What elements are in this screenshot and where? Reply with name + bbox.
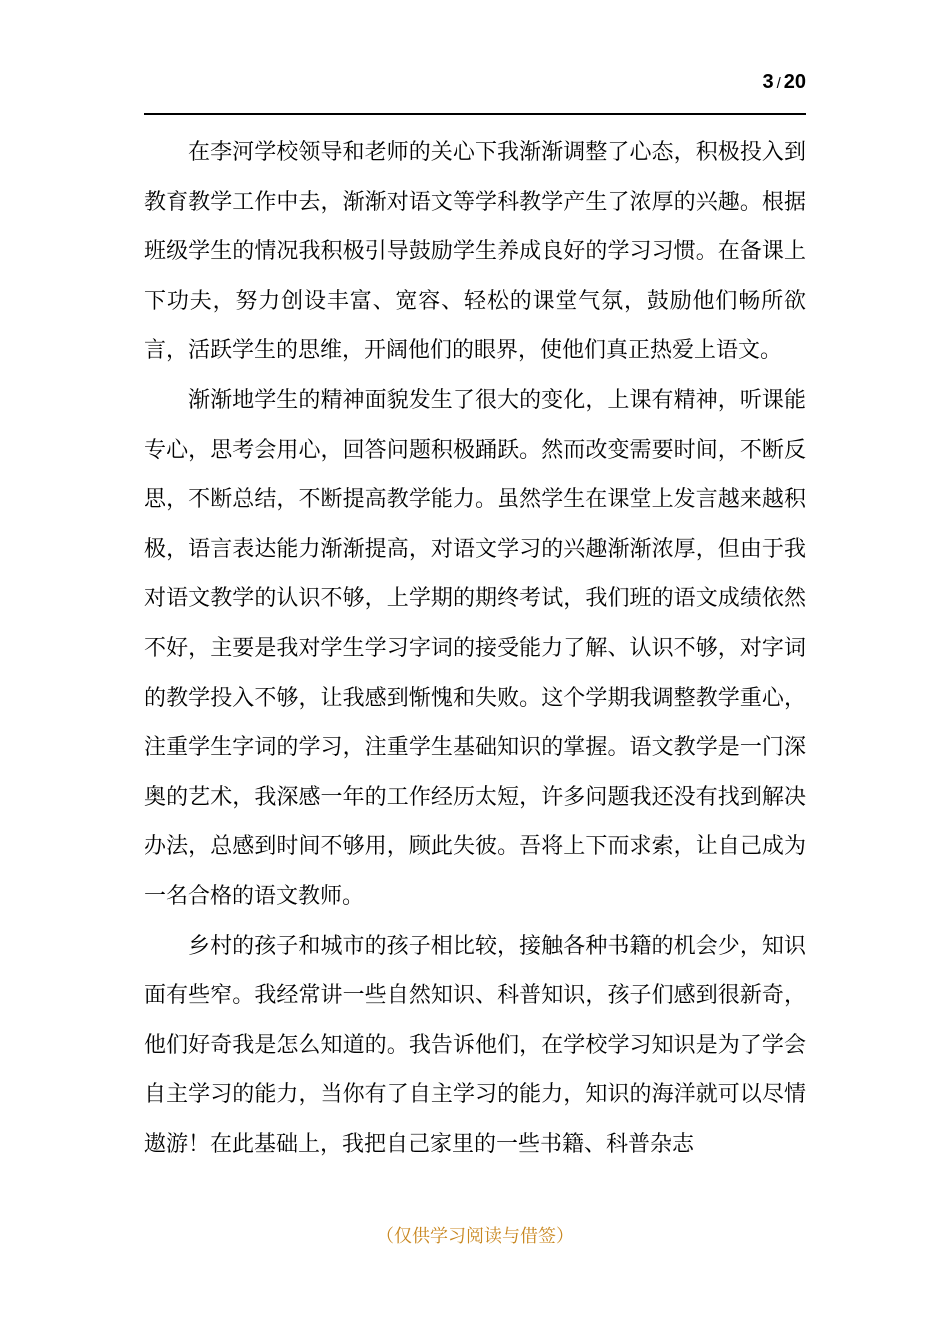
page-separator: / [776, 75, 781, 92]
paragraph-1: 在李河学校领导和老师的关心下我渐渐调整了心态，积极投入到教育教学工作中去，渐渐对语文等学科教学产生了浓厚的兴趣。根据班级学生的情况我积极引导鼓励学生养成良好的学习习惯。在备课上下功夫，努力创设丰富、宽容、轻松的课堂气氛，鼓励他们畅所欲言，活跃学生的思维，开阔他们的眼界，使他们真正热爱上语文。 [144, 140, 806, 364]
header-divider [144, 113, 806, 115]
page-current: 3 [762, 71, 774, 93]
document-body [144, 128, 806, 1169]
paragraph-2: 渐渐地学生的精神面貌发生了很大的变化，上课有精神，听课能专心，思考会用心，回答问题积极踊跃。然而改变需要时间，不断反思，不断总结，不断提高教学能力。虽然学生在课堂上发言越来越积极，语言表达能力渐渐提高，对语文学习的兴趣渐渐浓厚，但由于我对语文教学的认识不够，上学期的期终考试，我们班的语文成绩依然不好，主要是我对学生学习字词的接受能力了解、认识不够，对字词的教学投入不够，让我感到惭愧和失败。这个学期我调整教学重心，注重学生字词的学习，注重学生基础知识的掌握。语文教学是一门深奥的艺术，我深感一年的工作经历太短，许多问题我还没有找到解决办法，总感到时间不够用，顾此失彼。吾将上下而求索，让自己成为一名合格的语文教师。 [144, 387, 806, 909]
footer-note: （仅供学习阅读与借签） [376, 1226, 574, 1247]
page-number [700, 68, 806, 98]
page-total: 20 [783, 71, 806, 93]
paragraph-3: 乡村的孩子和城市的孩子相比较，接触各种书籍的机会少，知识面有些窄。我经常讲一些自然知识、科普知识，孩子们感到很新奇，他们好奇我是怎么知道的。我告诉他们，在学校学习知识是为了学会自主学习的能力，当你有了自主学习的能力，知识的海洋就可以尽情遨游！在此基础上，我把自己家里的一些书籍、科普杂志 [144, 933, 806, 1157]
